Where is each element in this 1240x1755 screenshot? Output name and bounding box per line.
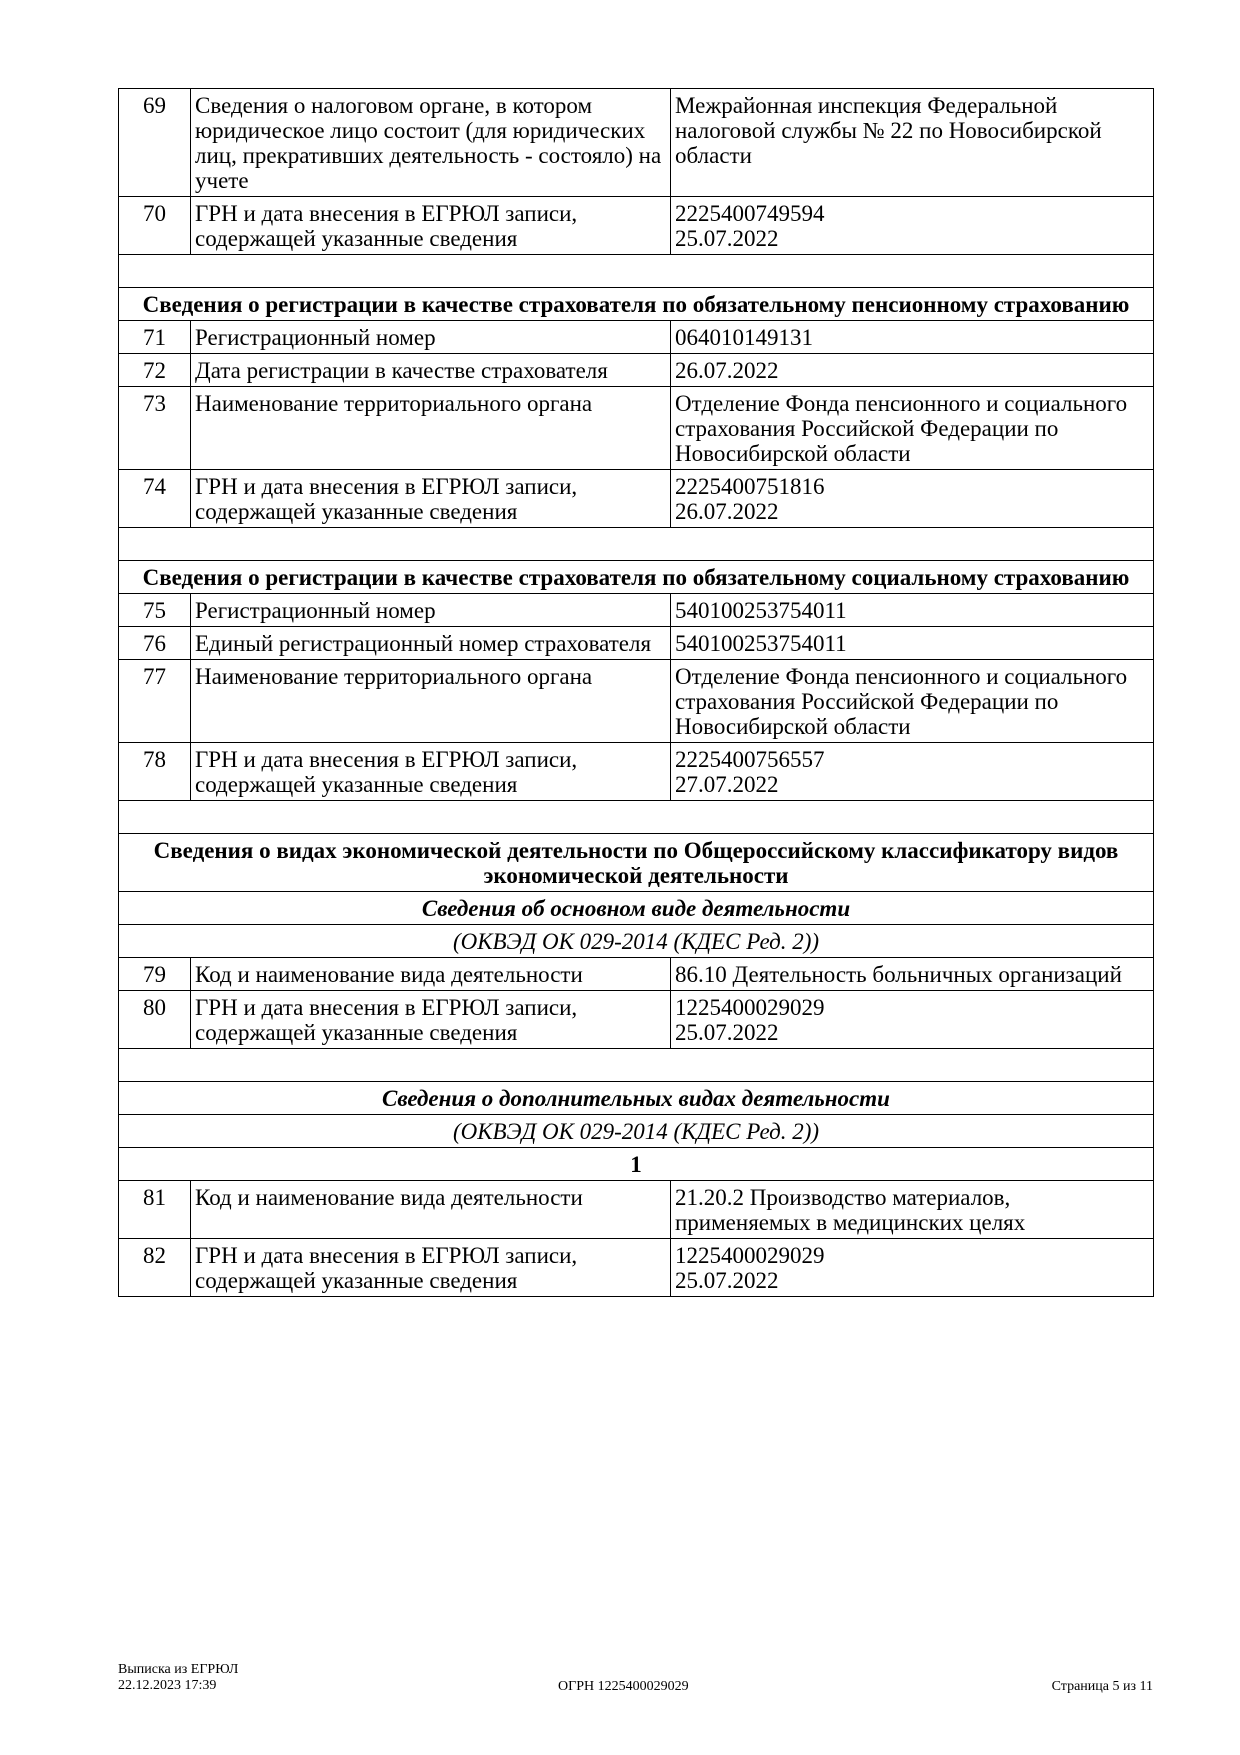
- grn-value: 2225400756557: [675, 747, 825, 772]
- row-value: [671, 470, 1154, 528]
- section-header-row: [119, 561, 1154, 594]
- record-date: 27.07.2022: [675, 772, 779, 797]
- row-number: 70: [119, 197, 191, 255]
- record-date: 25.07.2022: [675, 1020, 779, 1045]
- row-number: 80: [119, 991, 191, 1049]
- row-number: 79: [119, 958, 191, 991]
- footer-datetime: 22.12.2023 17:39: [118, 1678, 217, 1693]
- section-title-okved: Сведения о видах экономической деятельности по Общероссийскому классификатору видов экономической деятельности: [119, 834, 1154, 892]
- spacer-row: [119, 528, 1154, 561]
- row-number: 69: [119, 89, 191, 197]
- footer-page-number: Страница 5 из 11: [1051, 1679, 1153, 1694]
- row-number: 78: [119, 743, 191, 801]
- row-value: 86.10 Деятельность больничных организаций: [671, 958, 1154, 991]
- table-row: [119, 354, 1154, 387]
- subsection-row: [119, 1115, 1154, 1148]
- table-row: [119, 743, 1154, 801]
- row-label: Сведения о налоговом органе, в котором юридическое лицо состоит (для юридических лиц, прекративших деятельность - состояло) на учете: [191, 89, 671, 197]
- row-value: 064010149131: [671, 321, 1154, 354]
- row-number: 74: [119, 470, 191, 528]
- table-row: [119, 1239, 1154, 1297]
- row-label: Регистрационный номер: [191, 321, 671, 354]
- section-header-row: [119, 288, 1154, 321]
- row-number: 71: [119, 321, 191, 354]
- spacer-row: [119, 801, 1154, 834]
- table-row: [119, 197, 1154, 255]
- grn-value: 2225400751816: [675, 474, 825, 499]
- row-number: 82: [119, 1239, 191, 1297]
- table-row: [119, 660, 1154, 743]
- subsection-row: [119, 892, 1154, 925]
- egrul-extract-table: [118, 88, 1154, 1297]
- record-date: 25.07.2022: [675, 226, 779, 251]
- row-number: 77: [119, 660, 191, 743]
- row-value: 540100253754011: [671, 594, 1154, 627]
- table-row: [119, 321, 1154, 354]
- subsection-title-additional-activity: Сведения о дополнительных видах деятельности: [119, 1082, 1154, 1115]
- row-number: 81: [119, 1181, 191, 1239]
- subsection-row: [119, 925, 1154, 958]
- row-value: 21.20.2 Производство материалов, применяемых в медицинских целях: [671, 1181, 1154, 1239]
- row-label: Код и наименование вида деятельности: [191, 1181, 671, 1239]
- row-label: ГРН и дата внесения в ЕГРЮЛ записи, содержащей указанные сведения: [191, 197, 671, 255]
- row-label: ГРН и дата внесения в ЕГРЮЛ записи, содержащей указанные сведения: [191, 743, 671, 801]
- row-label: Код и наименование вида деятельности: [191, 958, 671, 991]
- row-number: 73: [119, 387, 191, 470]
- row-label: Дата регистрации в качестве страхователя: [191, 354, 671, 387]
- spacer-row: [119, 255, 1154, 288]
- row-label: Регистрационный номер: [191, 594, 671, 627]
- subsection-title-main-activity: Сведения об основном виде деятельности: [119, 892, 1154, 925]
- row-label: ГРН и дата внесения в ЕГРЮЛ записи, содержащей указанные сведения: [191, 470, 671, 528]
- table-row: [119, 1181, 1154, 1239]
- row-value: Отделение Фонда пенсионного и социального страхования Российской Федерации по Новосибирской области: [671, 660, 1154, 743]
- spacer-row: [119, 1049, 1154, 1082]
- table-row: [119, 991, 1154, 1049]
- table-row: [119, 387, 1154, 470]
- grn-value: 1225400029029: [675, 1243, 825, 1268]
- footer-doc-title: Выписка из ЕГРЮЛ: [118, 1662, 239, 1677]
- row-value: Отделение Фонда пенсионного и социального страхования Российской Федерации по Новосибирской области: [671, 387, 1154, 470]
- row-value: [671, 197, 1154, 255]
- group-number: 1: [119, 1148, 1154, 1181]
- section-header-row: [119, 834, 1154, 892]
- row-label: Единый регистрационный номер страхователя: [191, 627, 671, 660]
- table-row: [119, 958, 1154, 991]
- grn-value: 2225400749594: [675, 201, 825, 226]
- okved-edition-label: (ОКВЭД ОК 029-2014 (КДЕС Ред. 2)): [119, 925, 1154, 958]
- section-title-pension: Сведения о регистрации в качестве страхователя по обязательному пенсионному страхованию: [119, 288, 1154, 321]
- grn-value: 1225400029029: [675, 995, 825, 1020]
- row-value: 26.07.2022: [671, 354, 1154, 387]
- okved-edition-label: (ОКВЭД ОК 029-2014 (КДЕС Ред. 2)): [119, 1115, 1154, 1148]
- table-row: [119, 470, 1154, 528]
- row-label: Наименование территориального органа: [191, 660, 671, 743]
- subsection-row: [119, 1082, 1154, 1115]
- row-number: 72: [119, 354, 191, 387]
- footer-ogrn: ОГРН 1225400029029: [558, 1679, 689, 1694]
- footer-document-info: [118, 1662, 238, 1694]
- table-row: [119, 89, 1154, 197]
- row-value: [671, 1239, 1154, 1297]
- record-date: 25.07.2022: [675, 1268, 779, 1293]
- row-value: Межрайонная инспекция Федеральной налоговой службы № 22 по Новосибирской области: [671, 89, 1154, 197]
- row-value: 540100253754011: [671, 627, 1154, 660]
- section-title-social: Сведения о регистрации в качестве страхователя по обязательному социальному страхованию: [119, 561, 1154, 594]
- row-label: ГРН и дата внесения в ЕГРЮЛ записи, содержащей указанные сведения: [191, 991, 671, 1049]
- row-value: [671, 991, 1154, 1049]
- table-row: [119, 627, 1154, 660]
- row-value: [671, 743, 1154, 801]
- record-date: 26.07.2022: [675, 499, 779, 524]
- table-row: [119, 594, 1154, 627]
- row-number: 75: [119, 594, 191, 627]
- row-label: ГРН и дата внесения в ЕГРЮЛ записи, содержащей указанные сведения: [191, 1239, 671, 1297]
- row-number: 76: [119, 627, 191, 660]
- group-number-row: [119, 1148, 1154, 1181]
- row-label: Наименование территориального органа: [191, 387, 671, 470]
